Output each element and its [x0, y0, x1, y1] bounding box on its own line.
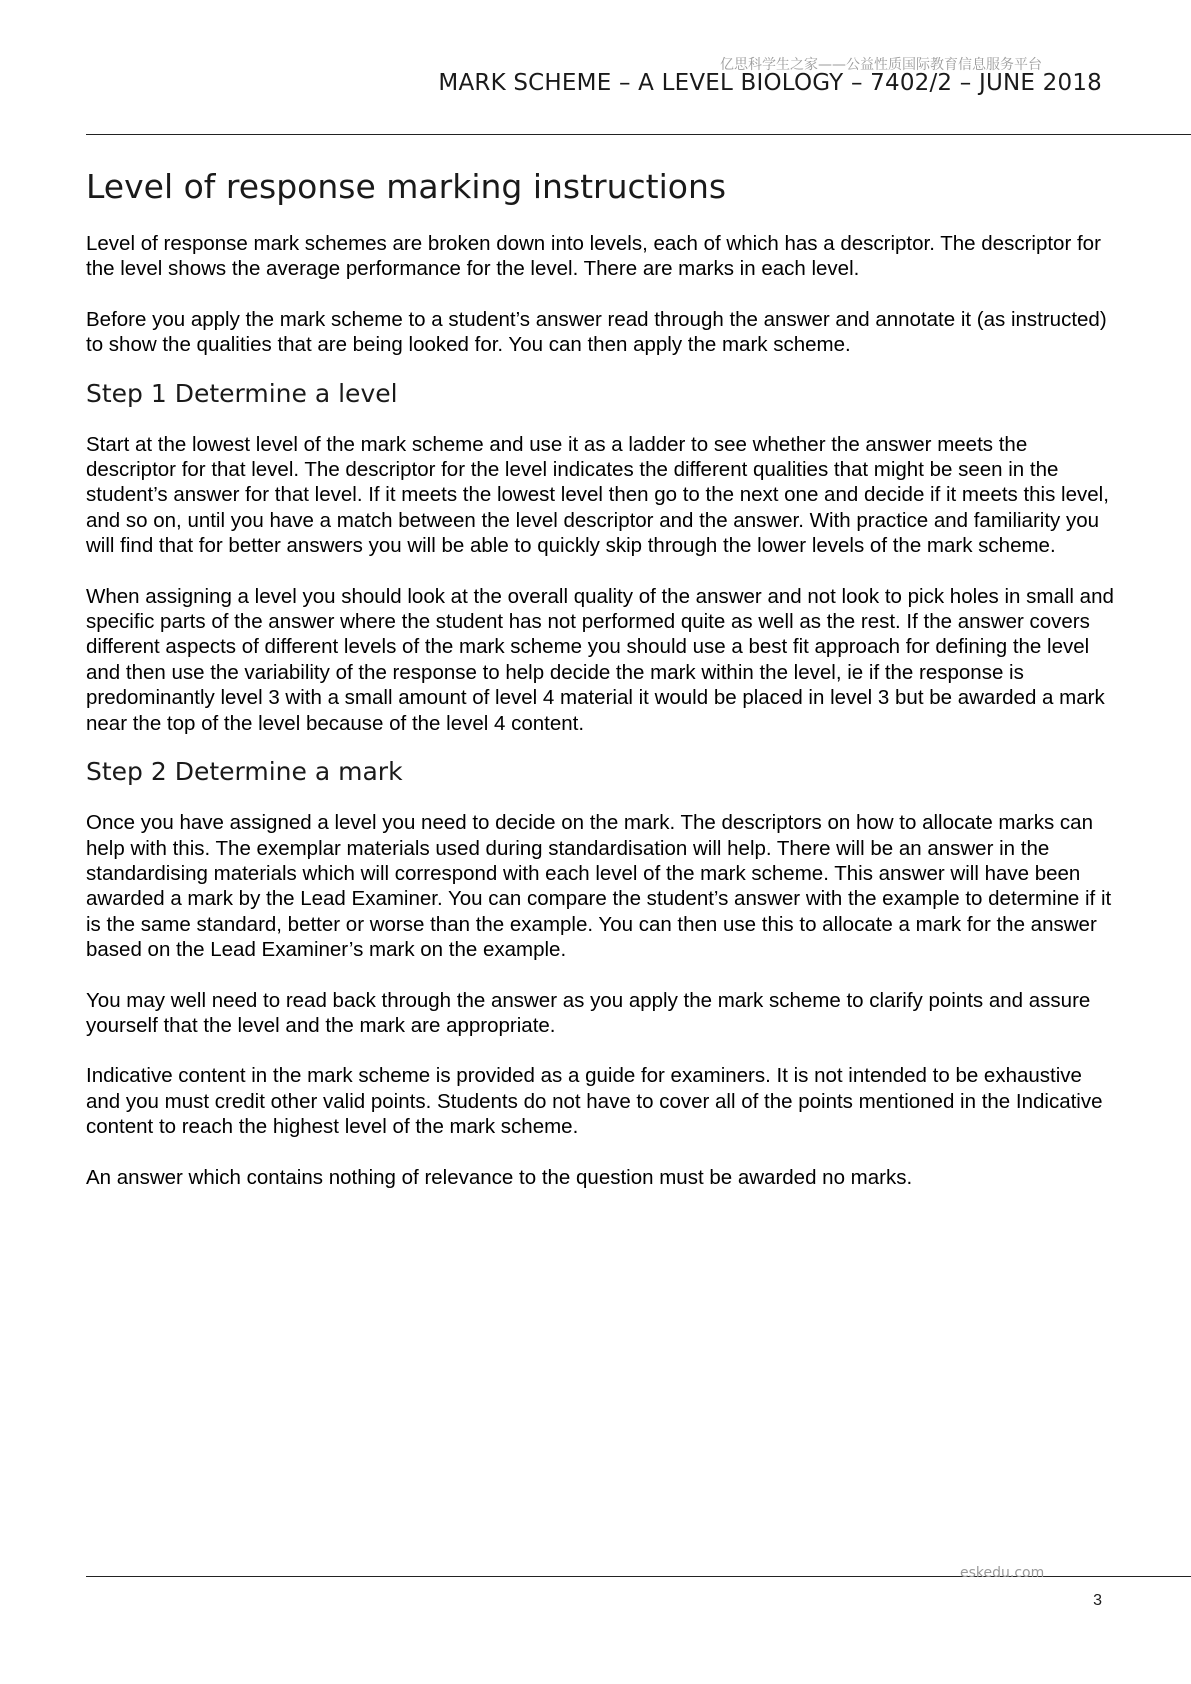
- document-header-title: MARK SCHEME – A LEVEL BIOLOGY – 7402/2 – JUNE 2018: [438, 70, 1102, 96]
- header-watermark: 亿思科学生之家——公益性质国际教育信息服务平台: [720, 57, 1042, 73]
- page-number: 3: [1093, 1592, 1102, 1609]
- intro-paragraph: Level of response mark schemes are broken down into levels, each of which has a descriptor. The descriptor for the level shows the average performance for the level. There are marks in each level.: [86, 232, 1101, 281]
- main-content: [86, 165, 1116, 1215]
- step2-paragraph: Once you have assigned a level you need to decide on the mark. The descriptors on how to allocate marks can help with this. The exemplar materials used during standardisation will help. There will be an answer in the standardising materials which will correspond with each level of the mark scheme. This answer will have been awarded a mark by the Lead Examiner. You can compare the student’s answer with the example to determine if it is the same standard, better or worse than the example. You can then use this to allocate a mark for the answer based on the Lead Examiner’s mark on the example.: [86, 811, 1112, 962]
- step2-paragraph: An answer which contains nothing of relevance to the question must be awarded no marks.: [86, 1165, 913, 1189]
- step1-heading: Step 1 Determine a level: [86, 378, 398, 408]
- step2-paragraph: Indicative content in the mark scheme is provided as a guide for examiners. It is not intended to be exhaustive and you must credit other valid points. Students do not have to cover all of the points mentioned in the Indicative content to reach the highest level of the mark scheme.: [86, 1064, 1103, 1139]
- step1-paragraph: Start at the lowest level of the mark scheme and use it as a ladder to see whether the answer meets the descriptor for that level. The descriptor for the level indicates the different qualities that might be seen in the student’s answer for that level. If it meets the lowest level then go to the next one and decide if it meets this level, and so on, until you have a match between the level descriptor and the answer. With practice and familiarity you will find that for better answers you will be able to quickly skip through the lower levels of the mark scheme.: [86, 432, 1109, 558]
- header-divider: [86, 134, 1191, 135]
- step2-paragraph: You may well need to read back through the answer as you apply the mark scheme to clarify points and assure yourself that the level and the mark are appropriate.: [86, 988, 1091, 1037]
- step1-paragraph: When assigning a level you should look at the overall quality of the answer and not look to pick holes in small and specific parts of the answer where the student has not performed quite as well as the rest. If the answer covers different aspects of different levels of the mark scheme you should use a best fit approach for defining the level and then use the variability of the response to help decide the mark within the level, ie if the response is predominantly level 3 with a small amount of level 4 material it would be placed in level 3 but be awarded a mark near the top of the level because of the level 4 content.: [86, 584, 1114, 735]
- page-title: Level of response marking instructions: [86, 167, 727, 206]
- step2-heading: Step 2 Determine a mark: [86, 757, 403, 787]
- intro-paragraph: Before you apply the mark scheme to a student’s answer read through the answer and annotate it (as instructed) to show the qualities that are being looked for. You can then apply the mark scheme.: [86, 307, 1107, 357]
- footer-watermark: eskedu.com: [960, 1565, 1045, 1581]
